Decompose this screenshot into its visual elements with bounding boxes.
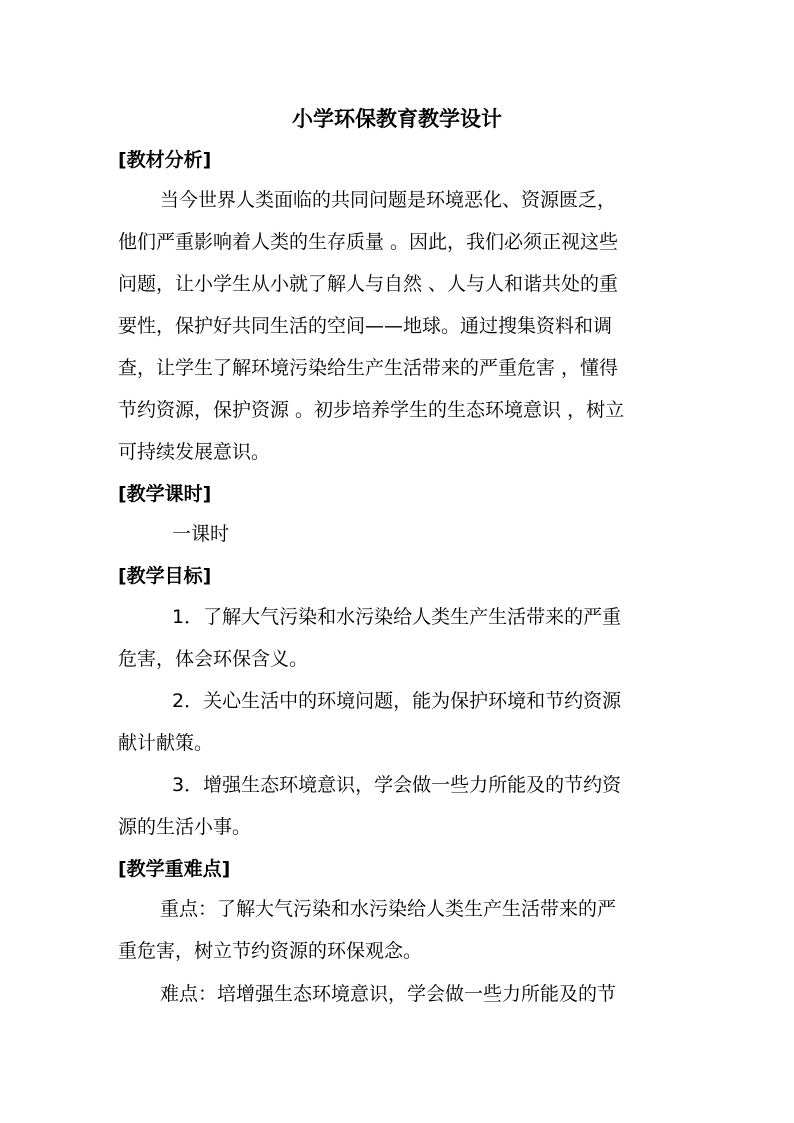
paragraph-line: 难点：培增强生态环境意识，学会做一些力所能及的节 — [160, 983, 617, 1005]
paragraph-line: 3．增强生态环境意识，学会做一些力所能及的节约资 — [172, 774, 622, 796]
paragraph-line: 1．了解大气污染和水污染给人类生产生活带来的严重 — [172, 606, 622, 628]
paragraph-line: 重点：了解大气污染和水污染给人类生产生活带来的严 — [160, 898, 617, 920]
paragraph-line: 可持续发展意识。 — [118, 441, 271, 463]
paragraph-line: 危害，体会环保含义。 — [118, 648, 309, 670]
paragraph-line: 节约资源，保护资源 。初步培养学生的生态环境意识 ，树立 — [118, 399, 625, 421]
paragraph-line: 要性，保护好共同生活的空间——地球。通过搜集资料和调 — [118, 315, 613, 337]
paragraph-line: 一课时 — [172, 523, 230, 545]
section-heading-key-difficulties: [教学重难点] — [118, 858, 231, 880]
paragraph-line: 当今世界人类面临的共同问题是环境恶化、资源匮乏， — [160, 189, 617, 211]
section-heading-class-hours: [教学课时] — [118, 483, 212, 505]
paragraph-line: 他们严重影响着人类的生存质量 。因此，我们必须正视这些 — [118, 231, 619, 253]
paragraph-line: 献计献策。 — [118, 732, 214, 754]
paragraph-line: 问题，让小学生从小就了解人与自然 、人与人和谐共处的重 — [118, 273, 619, 295]
paragraph-line: 重危害，树立节约资源的环保观念。 — [118, 940, 423, 962]
section-heading-textbook-analysis: [教材分析] — [118, 149, 212, 171]
paragraph-line: 查，让学生了解环境污染给生产生活带来的严重危害 ，懂得 — [118, 357, 619, 379]
page-title: 小学环保教育教学设计 — [292, 107, 502, 131]
paragraph-line: 源的生活小事。 — [118, 816, 252, 838]
paragraph-line: 2．关心生活中的环境问题，能为保护环境和节约资源 — [172, 690, 622, 712]
section-heading-teaching-goals: [教学目标] — [118, 565, 212, 587]
